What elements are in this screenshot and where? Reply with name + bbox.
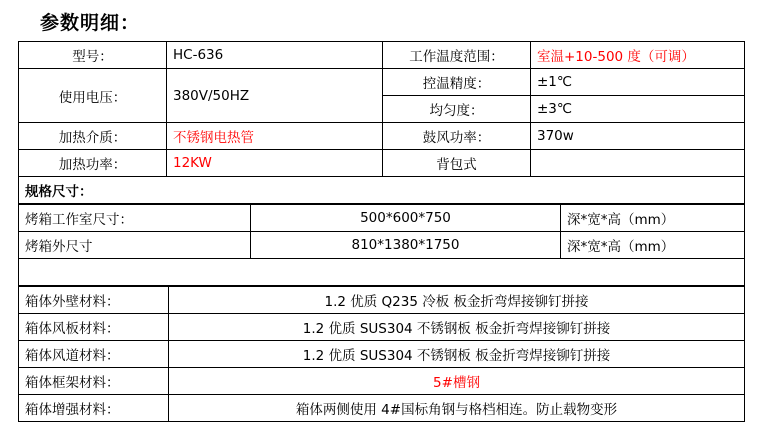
- temp-accuracy-value: ±1℃: [531, 69, 745, 96]
- uniformity-value: ±3℃: [531, 96, 745, 123]
- voltage-label: 使用电压：: [19, 69, 167, 123]
- table-row: [19, 232, 745, 259]
- duct-material-label: 箱体风道材料：: [19, 341, 169, 368]
- table-row: [19, 205, 745, 232]
- table-row: [19, 287, 745, 314]
- blower-power-label: 鼓风功率：: [383, 123, 531, 150]
- frame-material-label: 箱体框架材料：: [19, 368, 169, 395]
- fanplate-material-label: 箱体风板材料：: [19, 314, 169, 341]
- duct-material-value: 1.2 优质 SUS304 不锈钢板 板金折弯焊接铆钉拼接: [169, 341, 745, 368]
- outer-size-label: 烤箱外尺寸: [19, 232, 251, 259]
- frame-material-value: 5#槽钢: [169, 368, 745, 395]
- uniformity-label: 均匀度：: [383, 96, 531, 123]
- voltage-value: 380V/50HZ: [167, 69, 383, 123]
- blower-power-value: 370w: [531, 123, 745, 150]
- table-row: [19, 69, 745, 96]
- size-section-header: 规格尺寸：: [19, 177, 745, 204]
- backpack-value: [531, 150, 745, 177]
- material-table: [18, 286, 745, 422]
- table-row: [19, 42, 745, 69]
- inner-size-value: 500*600*750: [251, 205, 561, 232]
- heating-medium-label: 加热介质：: [19, 123, 167, 150]
- temp-range-label: 工作温度范围：: [383, 42, 531, 69]
- model-label: 型号：: [19, 42, 167, 69]
- spacer-cell: [19, 259, 745, 286]
- reinforce-material-label: 箱体增强材料：: [19, 395, 169, 422]
- wall-material-value: 1.2 优质 Q235 冷板 板金折弯焊接铆钉拼接: [169, 287, 745, 314]
- table-row: [19, 395, 745, 422]
- spec-table: [18, 41, 745, 204]
- temp-accuracy-label: 控温精度：: [383, 69, 531, 96]
- inner-size-label: 烤箱工作室尺寸：: [19, 205, 251, 232]
- table-spacer-row: [19, 259, 745, 286]
- model-value: HC-636: [167, 42, 383, 69]
- table-row: [19, 314, 745, 341]
- table-row: [19, 150, 745, 177]
- size-table: [18, 204, 745, 286]
- table-row: [19, 177, 745, 204]
- inner-size-unit: 深*宽*高（mm）: [561, 205, 745, 232]
- backpack-label: 背包式: [383, 150, 531, 177]
- heating-medium-value: 不锈钢电热管: [167, 123, 383, 150]
- outer-size-value: 810*1380*1750: [251, 232, 561, 259]
- outer-size-unit: 深*宽*高（mm）: [561, 232, 745, 259]
- page-title: 参数明细：: [40, 12, 141, 34]
- reinforce-material-value: 箱体两侧使用 4#国标角钢与格档相连。防止载物变形: [169, 395, 745, 422]
- table-row: [19, 368, 745, 395]
- fanplate-material-value: 1.2 优质 SUS304 不锈钢板 板金折弯焊接铆钉拼接: [169, 314, 745, 341]
- heating-power-label: 加热功率：: [19, 150, 167, 177]
- temp-range-value: 室温+10-500 度（可调）: [531, 42, 745, 69]
- table-row: [19, 123, 745, 150]
- table-row: [19, 341, 745, 368]
- heating-power-value: 12KW: [167, 150, 383, 177]
- wall-material-label: 箱体外壁材料：: [19, 287, 169, 314]
